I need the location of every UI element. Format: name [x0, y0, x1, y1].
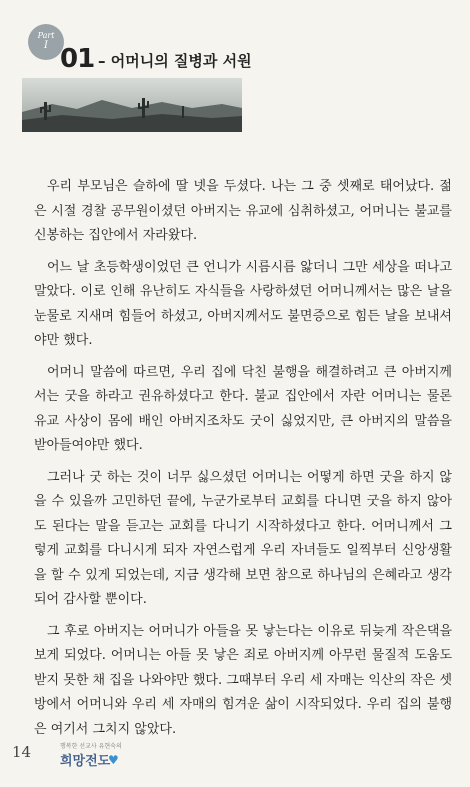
part-word: Part	[37, 31, 55, 40]
paragraph: 어머니 말씀에 따르면, 우리 집에 닥친 불행을 해결하려고 큰 아버지께서는 굿을 하라고 권유하셨다고 한다. 불교 집안에서 자란 어머니는 물론 유교 사상이 몸에 배인 아버지조차도 굿이 싫었지만, 큰 아버지의 말씀을 받아들여야만 했다.	[34, 364, 452, 453]
part-number: I	[44, 40, 48, 51]
page-number: 14	[12, 743, 32, 761]
paragraph: 그러나 굿 하는 것이 너무 싫으셨던 어머니는 어떻게 하면 굿을 하지 않을 수 있을까 고민하던 끝에, 누군가로부터 교회를 다니면 굿을 하지 않아도 된다는 말을 듣고는 교회를 다니기 시작하셨다고 한다. 어머니께서 그렇게 교회를 다니시게 되자 자연스럽게 우리 자녀들도 일찍부터 신앙생활을 할 수 있게 되었는데, 지금 생각해 보면 참으로 하나님의 은혜라고 생각되어 감사할 뿐이다.	[34, 469, 452, 607]
chapter-number: 01	[60, 44, 95, 74]
heart-icon: ♥	[108, 753, 119, 767]
paragraph: 어느 날 초등학생이었던 큰 언니가 시름시름 앓더니 그만 세상을 떠나고 말았다. 이로 인해 유난히도 자식들을 사랑하셨던 어머니께서는 많은 날을 눈물로 지새며 힘들어 하셨고, 아버지께서도 불면증으로 힘든 날을 보내셔야만 했다.	[34, 259, 452, 348]
body-text	[34, 175, 452, 749]
paragraph: 그 후로 아버지는 어머니가 아들을 못 낳는다는 이유로 뒤늦게 작은댁을 보게 되었다. 어머니는 아들 못 낳은 죄로 아버지께 아무런 물질적 도움도 받지 못한 채 집을 나와야만 했다. 그때부터 우리 세 자매는 익산의 작은 셋방에서 어머니와 우리 세 자매의 힘겨운 삶이 시작되었다. 우리 집의 불행은 여기서 그치지 않았다.	[34, 623, 452, 737]
desert-landscape-illustration	[22, 78, 242, 132]
series-subtitle: 행복한 선교사 유현숙의	[60, 743, 122, 750]
paragraph: 우리 부모님은 슬하에 딸 넷을 두셨다. 나는 그 중 셋째로 태어났다. 젊은 시절 경찰 공무원이셨던 아버지는 유교에 심취하셨고, 어머니는 불교를 신봉하는 집안에서 자라왔다.	[34, 179, 452, 243]
chapter-header	[0, 0, 470, 150]
series-title: 희망전도	[60, 754, 111, 769]
chapter-title: – 어머니의 질병과 서원	[98, 52, 252, 70]
part-badge	[28, 24, 64, 60]
